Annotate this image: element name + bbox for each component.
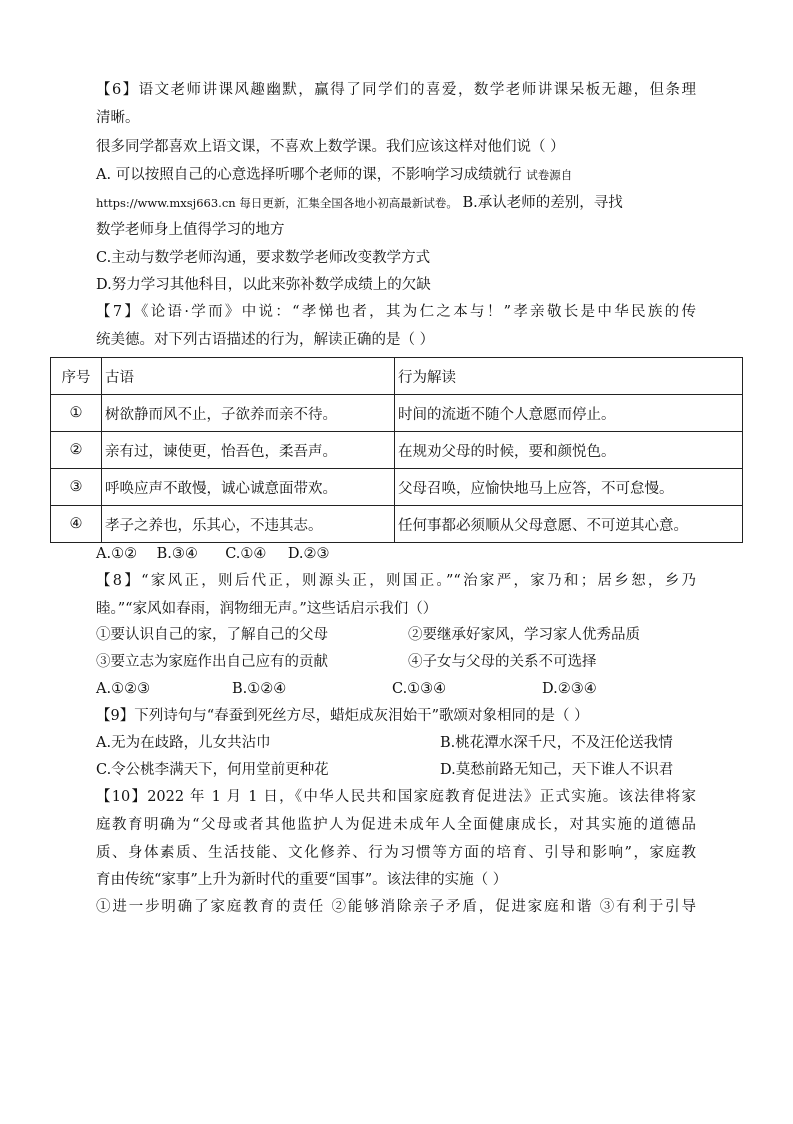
q9-stem: 【9】下列诗句与“春蚕到死丝方尽，蜡炬成灰泪始干”歌颂对象相同的是（ ） — [96, 708, 589, 724]
table-cell: 时间的流逝不随个人意愿而停止。 — [395, 395, 743, 432]
q8-option-b: B.①②④ — [232, 681, 287, 697]
q8-option-d: D.②③④ — [542, 681, 597, 697]
table-row — [51, 506, 743, 543]
q8-statement-1: ①要认识自己的家，了解自己的父母 — [96, 627, 328, 643]
q8-option-c: C.①③④ — [392, 681, 447, 697]
table-cell: ③ — [51, 469, 102, 506]
table-cell: 父母召唤，应愉快地马上应答，不可怠慢。 — [395, 469, 743, 506]
q8-option-a: A.①②③ — [96, 681, 151, 697]
q9-option-a: A.无为在歧路，儿女共沾巾 — [96, 735, 271, 751]
q6-stem-line-2: 清晰。 — [96, 110, 140, 126]
table-cell: ② — [51, 432, 102, 469]
q6-stem-line-1: 【6】语文老师讲课风趣幽默，赢得了同学们的喜爱，数学老师讲课呆板无趣，但条理 — [96, 82, 696, 98]
source-note: 试卷源自 — [526, 168, 573, 182]
q8-stem-line-2: 睦。”“家风如春雨，润物细无声。”这些话启示我们（） — [96, 601, 438, 617]
source-url-note[interactable]: https://www.mxsj663.cn 每日更新，汇集全国各地小初高最新试卷。 — [96, 196, 458, 210]
table-header-cell: 古语 — [102, 358, 395, 395]
q10-stem-line-4: 育由传统“家事”上升为新时代的重要“国事”。该法律的实施（ ） — [96, 872, 508, 888]
table-row — [51, 469, 743, 506]
table-cell: 任何事都必须顺从父母意愿、不可逆其心意。 — [395, 506, 743, 543]
table-row — [51, 395, 743, 432]
q8-stem-line-1: 【8】“家风正，则后代正，则源头正，则国正。”“治家严，家乃和；居乡恕，乡乃 — [96, 573, 696, 589]
q7-option-c: C.①④ — [225, 546, 267, 562]
q6-option-b-line — [96, 193, 696, 213]
q6-option-a: A. 可以按照自己的心意选择听哪个老师的课，不影响学习成绩就行 — [96, 167, 522, 183]
q7-option-a: A.①② — [96, 546, 138, 562]
table-cell: 孝子之养也，乐其心，不违其志。 — [102, 506, 395, 543]
q10-stem-line-3: 质、身体素质、生活技能、文化修养、行为习惯等方面的培育、引导和影响”，家庭教 — [96, 845, 696, 861]
q7-stem-line-2: 统美德。对下列古语描述的行为，解读正确的是（ ） — [96, 332, 435, 348]
q6-option-a-line — [96, 165, 696, 185]
q10-stem-line-1: 【10】2022 年 1 月 1 日，《中华人民共和国家庭教育促进法》正式实施。该法律将家 — [96, 789, 696, 805]
q6-option-c: C.主动与数学老师沟通，要求数学老师改变教学方式 — [96, 250, 431, 266]
q7-stem-line-1: 【7】《论语·学而》中说：“孝悌也者，其为仁之本与！”孝亲敬长是中华民族的传 — [96, 304, 696, 320]
table-row — [51, 432, 743, 469]
table-cell: ① — [51, 395, 102, 432]
q10-statements-line: ①进一步明确了家庭教育的责任 ②能够消除亲子矛盾，促进家庭和谐 ③有利于引导 — [96, 899, 696, 915]
q9-option-c: C.令公桃李满天下，何用堂前更种花 — [96, 762, 329, 778]
table-cell: 树欲静而风不止，子欲养而亲不待。 — [102, 395, 395, 432]
q8-statement-4: ④子女与父母的关系不可选择 — [408, 654, 597, 670]
table-header-cell: 序号 — [51, 358, 102, 395]
q8-statement-2: ②要继承好家风，学习家人优秀品质 — [408, 627, 640, 643]
table-cell: 在规劝父母的时候，要和颜悦色。 — [395, 432, 743, 469]
q6-option-d: D.努力学习其他科目，以此来弥补数学成绩上的欠缺 — [96, 277, 431, 293]
table-header-row — [51, 358, 743, 395]
q7-option-b: B.③④ — [156, 546, 198, 562]
q6-stem-line-3: 很多同学都喜欢上语文课，不喜欢上数学课。我们应该这样对他们说（ ） — [96, 139, 565, 155]
q7-options — [96, 544, 330, 564]
q7-option-d: D.②③ — [287, 546, 330, 562]
table-cell: 亲有过，谏使更，怡吾色，柔吾声。 — [102, 432, 395, 469]
q7-table — [50, 357, 743, 543]
table-cell: 呼唤应声不敢慢，诚心诚意面带欢。 — [102, 469, 395, 506]
q9-option-d: D.莫愁前路无知己，天下谁人不识君 — [440, 762, 674, 778]
table-cell: ④ — [51, 506, 102, 543]
q9-option-b: B.桃花潭水深千尺，不及汪伦送我情 — [440, 735, 673, 751]
table-header-cell: 行为解读 — [395, 358, 743, 395]
q8-statement-3: ③要立志为家庭作出自己应有的贡献 — [96, 654, 328, 670]
q6-option-b-cont: 数学老师身上值得学习的地方 — [96, 222, 285, 238]
q10-stem-line-2: 庭教育明确为“父母或者其他监护人为促进未成年人全面健康成长，对其实施的道德品 — [96, 817, 696, 833]
q6-option-b: B.承认老师的差别，寻找 — [462, 195, 623, 211]
